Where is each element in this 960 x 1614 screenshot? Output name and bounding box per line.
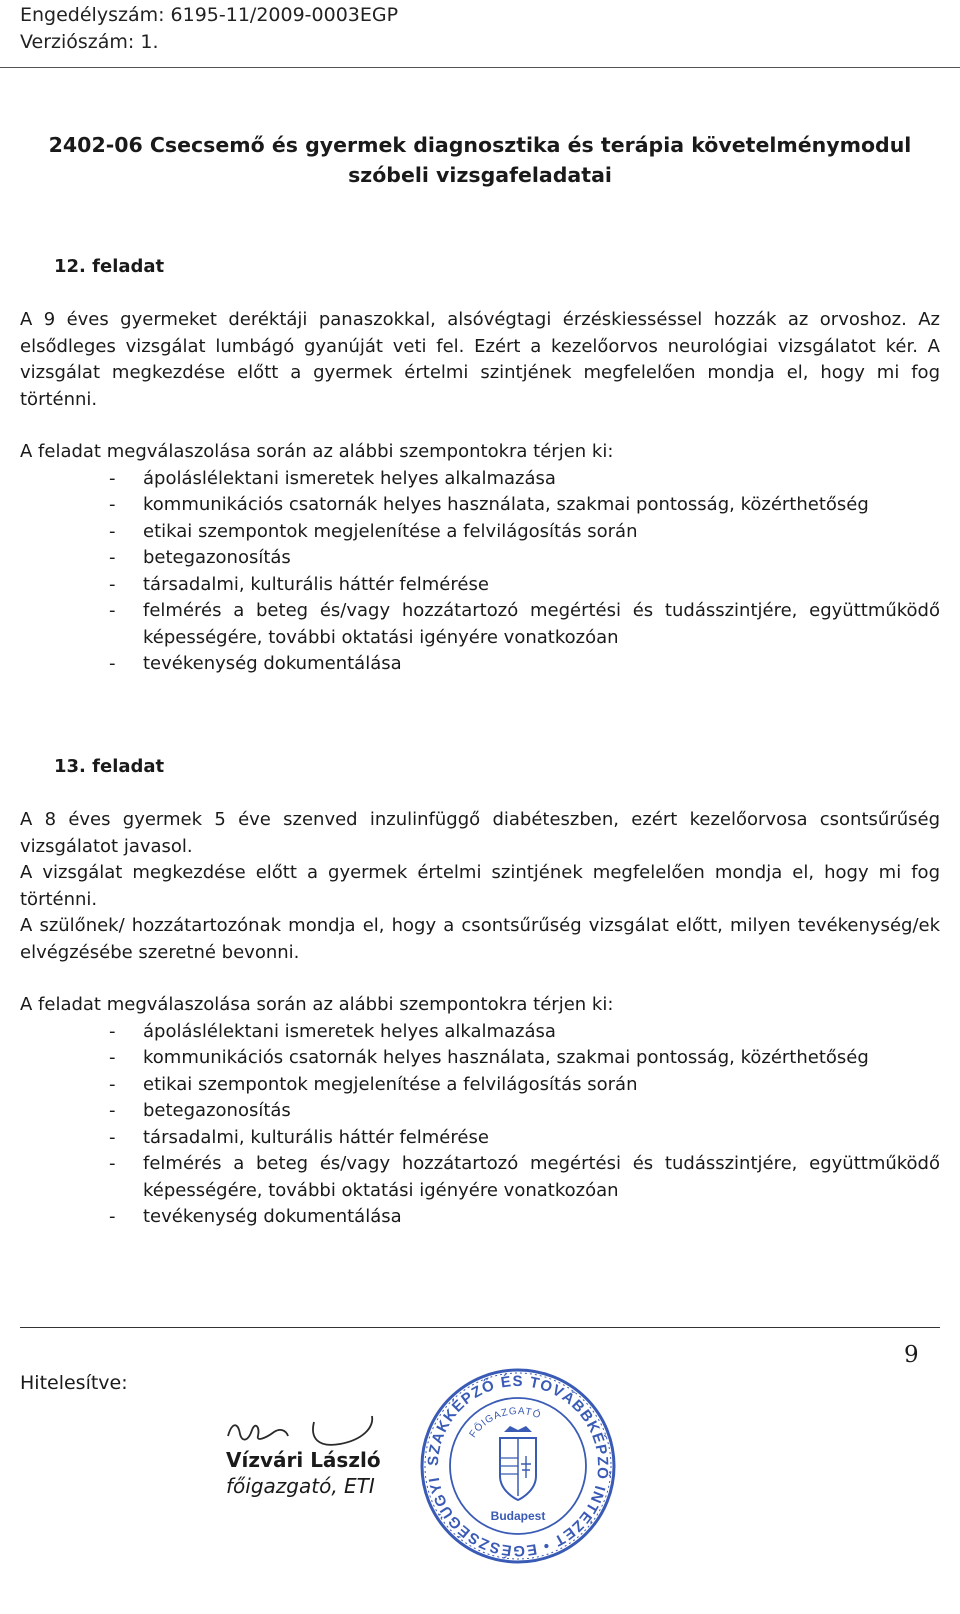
document-title [0,130,960,190]
list-item: - etikai szempontok megjelenítése a felvilágosítás során [20,1072,940,1099]
seal-city: Budapest [490,1509,546,1523]
criteria-intro: A feladat megválaszolása során az alábbi szempontokra térjen ki: [20,441,614,462]
list-item: - etikai szempontok megjelenítése a felvilágosítás során [20,519,940,546]
list-item: - kommunikációs csatornák helyes használata, szakmai pontosság, közérthetőség [20,1045,940,1072]
criteria-intro: A feladat megválaszolása során az alábbi szempontokra térjen ki: [20,994,614,1015]
task-section-12 [20,253,940,678]
list-item: - ápoláslélektani ismeretek helyes alkalmazása [20,1019,940,1046]
list-item: - betegazonosítás [20,1098,940,1125]
signer-role: főigazgató, ETI [226,1474,375,1498]
list-item: - tevékenység dokumentálása [20,1204,940,1231]
task-title: 12. feladat [54,256,165,277]
license-number: Engedélyszám: 6195-11/2009-0003EGP [20,4,399,26]
official-seal [418,1366,618,1566]
task-paragraph: A 9 éves gyermeket deréktáji panaszokkal, alsóvégtagi érzéskiesséssel hozzák az orvoshoz. Az elsődleges vizsgálat lumbágó gyanúját veti fel. Ezért a kezelőorvos neurológiai vizsgálatot kér. A vizsgálat megkezdése előtt a gyermek értelmi szintjének megfelelően mondja el, hogy mi fog történni. [20,309,940,410]
list-item: - felmérés a beteg és/vagy hozzátartozó megértési és tudásszintjére, együttműködő képességére, további oktatási igényére vonatkozóan [20,1151,940,1204]
signer-name: Vízvári László [226,1448,381,1472]
footer-divider [20,1327,940,1328]
authenticated-label: Hitelesítve: [20,1372,128,1394]
seal-inner-text: FŐIGAZGATÓ [467,1405,543,1440]
title-line-2: szóbeli vizsgafeladatai [348,163,612,187]
task-paragraph: A szülőnek/ hozzátartozónak mondja el, hogy a csontsűrűség vizsgálat előtt, milyen tevékenység/ek elvégzésébe szeretné bevonni. [20,915,940,963]
list-item: - kommunikációs csatornák helyes használata, szakmai pontosság, közérthetőség [20,492,940,519]
list-item: - tevékenység dokumentálása [20,651,940,678]
seal-outer-text: SZAKKÉPZŐ ÉS TOVÁBBKÉPZŐ INTÉZET • EGÉSZSÉGÜGYI [424,1372,612,1560]
criteria-list [20,466,940,678]
version-number: Verziószám: 1. [20,31,159,53]
title-line-1: 2402-06 Csecsemő és gyermek diagnosztika és terápia követelménymodul [48,133,912,157]
header-text [20,2,398,56]
task-title: 13. feladat [54,756,165,777]
criteria-list [20,1019,940,1231]
list-item: - betegazonosítás [20,545,940,572]
task-description [20,807,940,966]
page-number: 9 [904,1342,919,1368]
task-paragraph: A 8 éves gyermek 5 éve szenved inzulinfüggő diabéteszben, ezért kezelőorvosa csontsűrűség vizsgálatot javasol. [20,809,940,857]
header-divider [0,67,960,68]
list-item: - társadalmi, kulturális háttér felmérése [20,1125,940,1152]
list-item: - felmérés a beteg és/vagy hozzátartozó megértési és tudásszintjére, együttműködő képességére, további oktatási igényére vonatkozóan [20,598,940,651]
signature-image [222,1408,382,1452]
task-paragraph: A vizsgálat megkezdése előtt a gyermek értelmi szintjének megfelelően mondja el, hogy mi fog történni. [20,862,940,910]
list-item: - ápoláslélektani ismeretek helyes alkalmazása [20,466,940,493]
list-item: - társadalmi, kulturális háttér felmérése [20,572,940,599]
task-section-13 [20,753,940,1231]
task-description [20,307,940,413]
